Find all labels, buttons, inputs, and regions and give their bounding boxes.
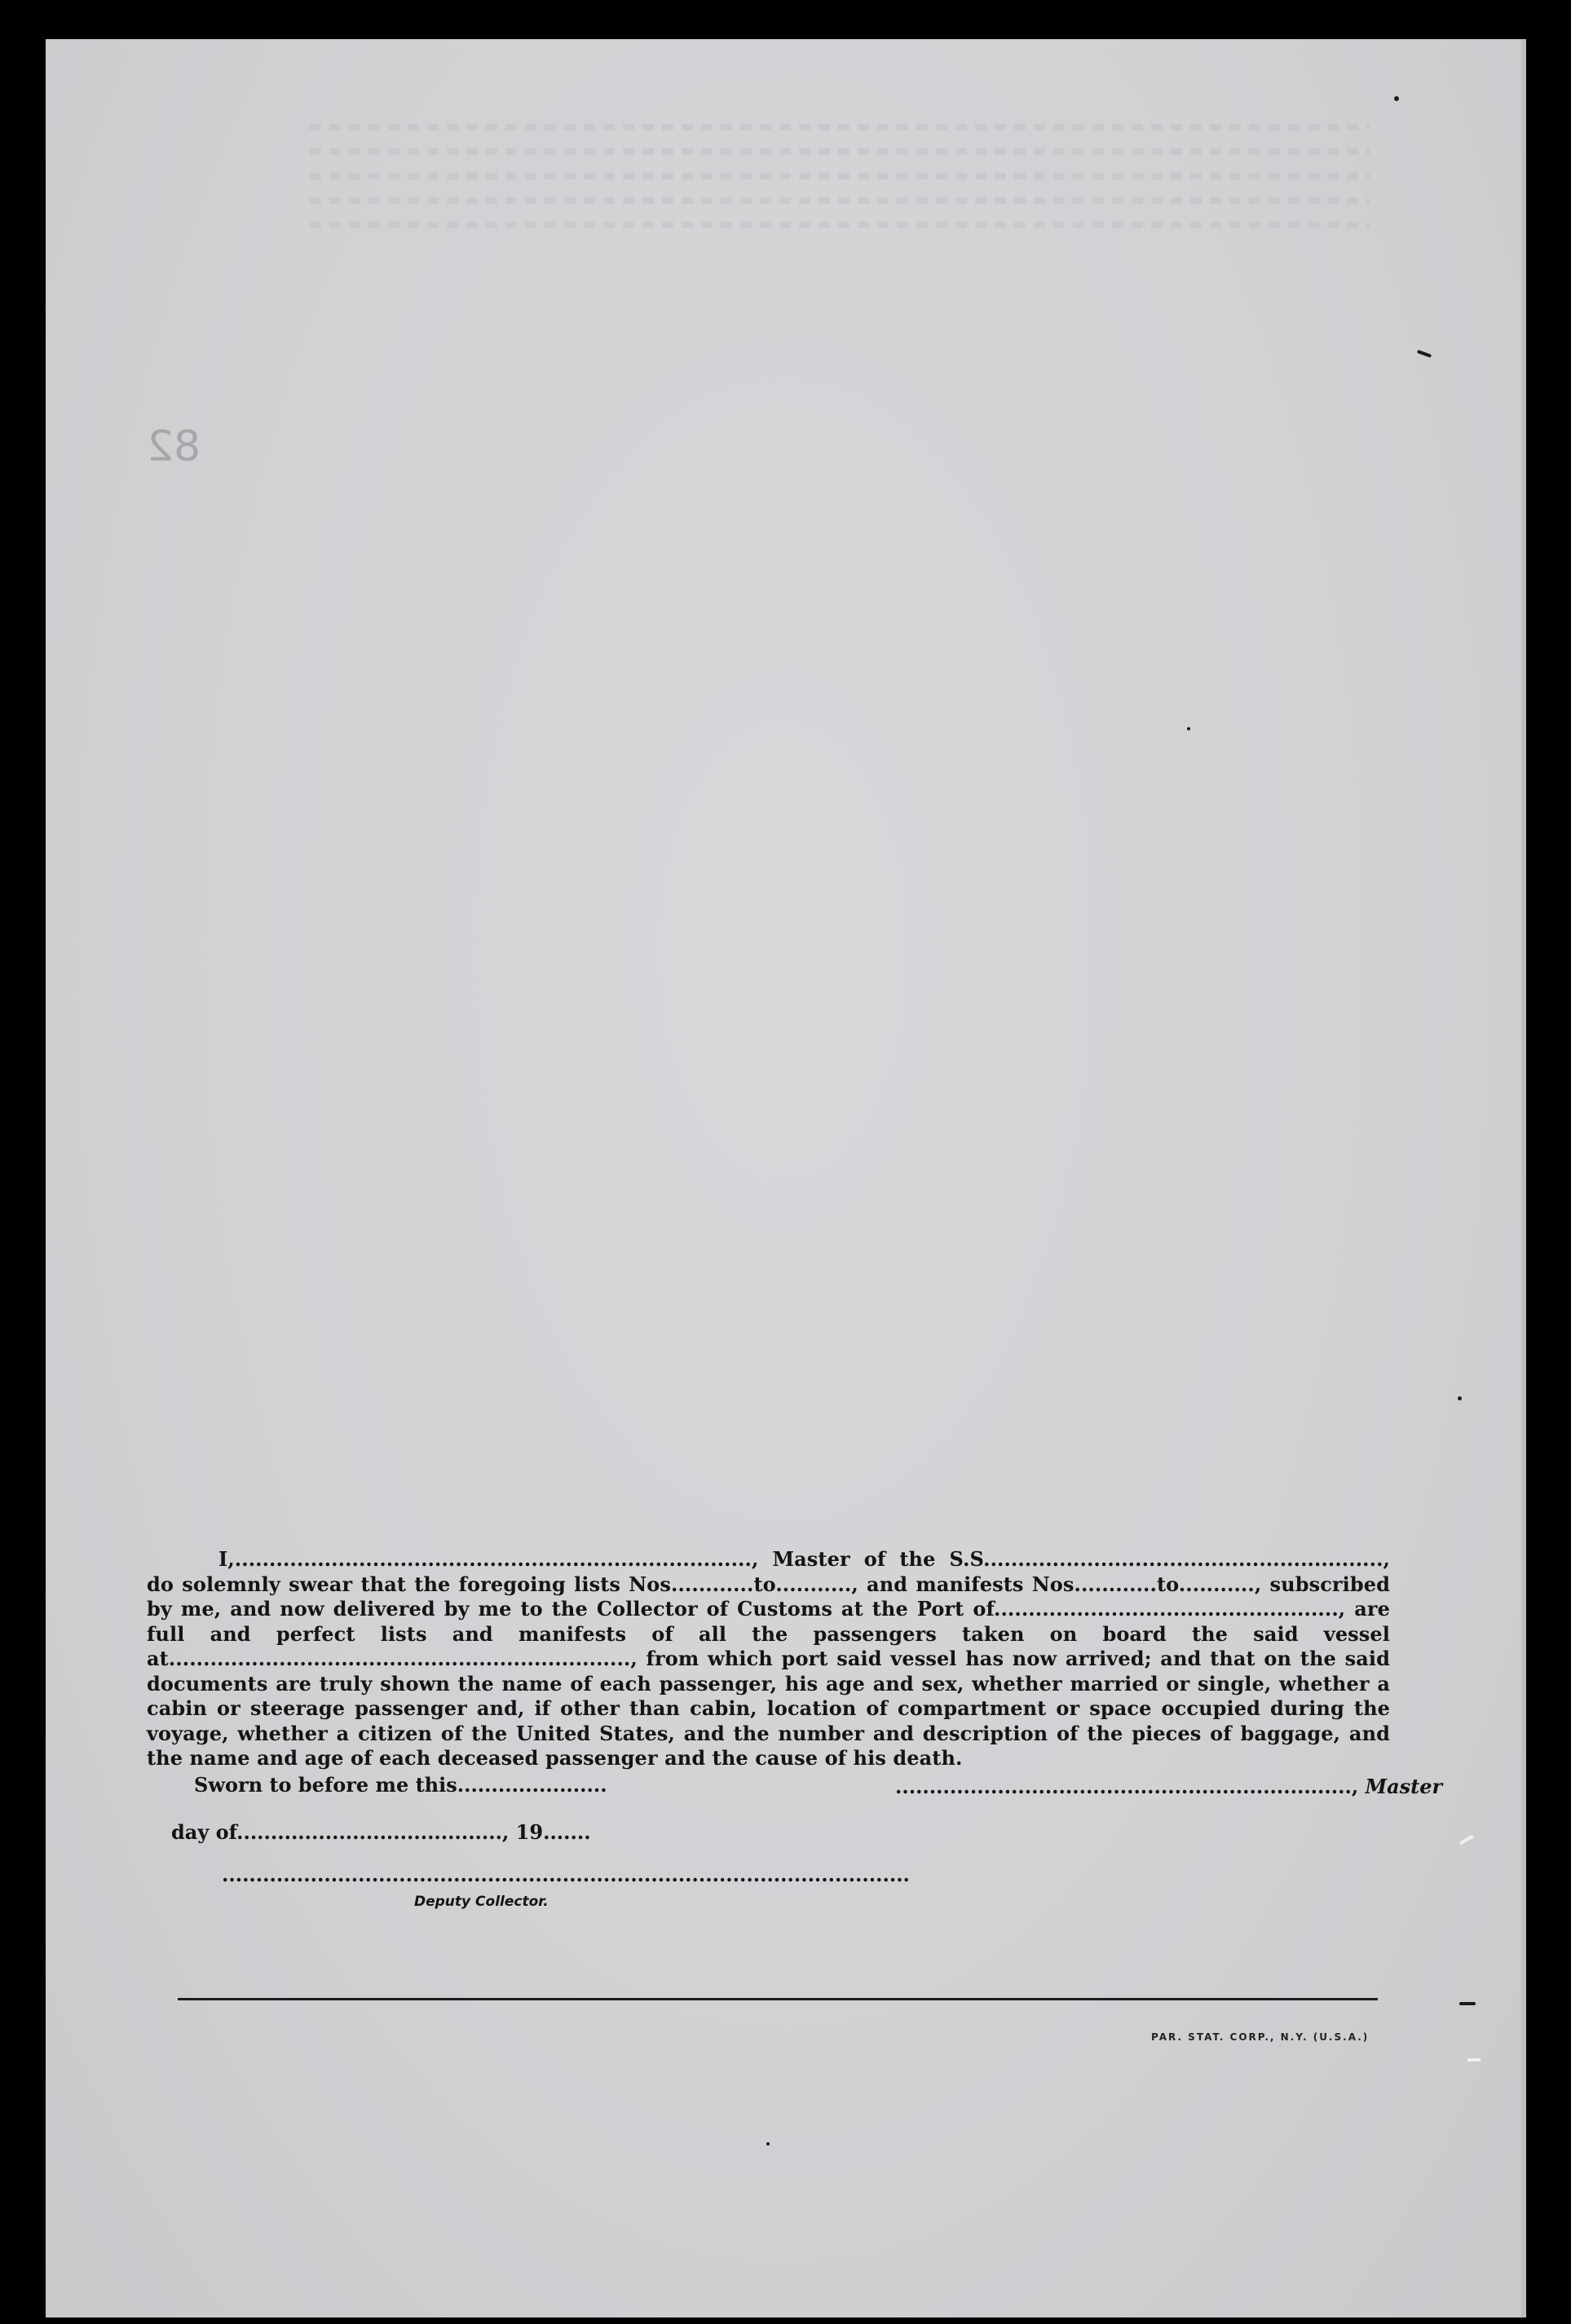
- master-label: Master: [1365, 1775, 1443, 1798]
- oath-paragraph: [147, 1547, 1390, 1771]
- scan-speck: [1459, 2002, 1476, 2005]
- page-edge: [1521, 39, 1526, 2317]
- signature-block: [0, 1765, 1571, 1928]
- deputy-collector-label: Deputy Collector.: [414, 1894, 549, 1910]
- faint-page-number: 82: [147, 422, 201, 471]
- deputy-signature-dots: .....................................................................................................: [222, 1863, 910, 1886]
- scan-speck: [766, 2142, 770, 2145]
- sworn-line: Sworn to before me this......................: [194, 1773, 607, 1797]
- horizontal-rule: [178, 1998, 1378, 2000]
- master-signature-line: [895, 1775, 1442, 1798]
- bleed-through-text: [310, 106, 1370, 285]
- scan-speck: [1458, 1396, 1462, 1400]
- day-of-line: day of......................................., 19.......: [171, 1820, 591, 1844]
- printer-imprint: PAR. STAT. CORP., N.Y. (U.S.A.): [1151, 2031, 1370, 2043]
- oath-text: I,..........................................................................., Master of the S.S.........................................................., do solemnly swear that the foregoing lists Nos............to..........., and manifests Nos............to..........., subscribed by me, and now delivered by me to the Collector of Customs at the Port of.................................................., are full and perfect lists and manifests of all the passengers taken on board the said vessel at..................................................................., from which port said vessel has now arrived; and that on the said documents are truly shown the name of each passenger, his age and sex, whether married or single, whether a cabin or steerage passenger and, if other than cabin, location of compartment or space occupied during the voyage, whether a citizen of the United States, and the number and description of the pieces of baggage, and the name and age of each deceased passenger and the cause of his death.: [147, 1547, 1390, 1770]
- master-dots: ...................................................................,: [895, 1775, 1359, 1798]
- scan-speck: [1187, 727, 1190, 730]
- edge-mark: [1467, 2058, 1481, 2062]
- scan-speck: [1394, 96, 1399, 101]
- document-page: [46, 39, 1521, 2317]
